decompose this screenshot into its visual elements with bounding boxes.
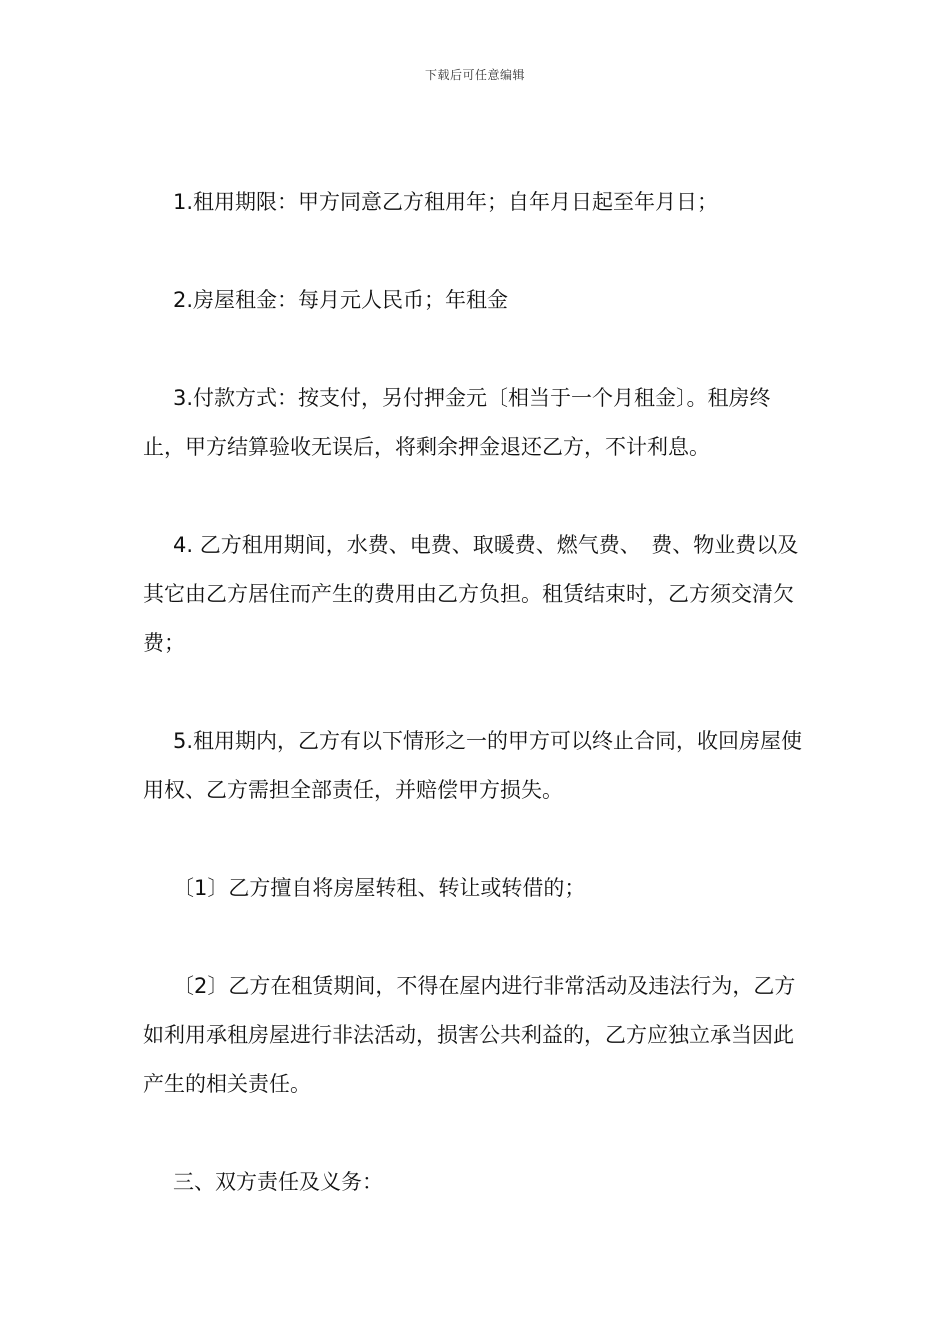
paragraph-gap [143,472,807,521]
clause-illegal-activity: 〔2〕乙方在租赁期间，不得在屋内进行非常活动及违法行为，乙方如利用承租房屋进行非法活动，损害公共利益的，乙方应独立承当因此产生的相关责任。 [143,974,796,1096]
paragraph-gap [143,668,807,717]
clause-termination: 5.租用期内，乙方有以下情形之一的甲方可以终止合同，收回房屋使用权、乙方需担全部责任，并赔偿甲方损失。 [143,729,803,802]
header-note: 下载后可任意编辑 [424,68,525,82]
clause-lease-term: 1.租用期限：甲方同意乙方租用年；自年月日起至年月日； [173,190,719,214]
paragraph-gap [143,913,807,962]
paragraph-gap [143,815,807,864]
section-heading-responsibilities: 三、双方责任及义务： [173,1170,383,1194]
paragraph-gap [143,1109,807,1158]
clause-payment: 3.付款方式：按支付，另付押金元〔相当于一个月租金〕。租房终止，甲方结算验收无误后，将剩余押金退还乙方，不计利息。 [143,386,771,459]
clause-fees: 4. 乙方租用期间，水费、电费、取暖费、燃气费、 费、物业费以及其它由乙方居住而产生的费用由乙方负担。租赁结束时，乙方须交清欠费； [143,533,799,655]
clause-rent: 2.房屋租金：每月元人民币；年租金 [173,288,509,312]
document-body [143,178,807,1207]
clause-sublet: 〔1〕乙方擅自将房屋转租、转让或转借的； [173,876,586,900]
paragraph-gap [143,227,807,276]
paragraph-gap [143,325,807,374]
